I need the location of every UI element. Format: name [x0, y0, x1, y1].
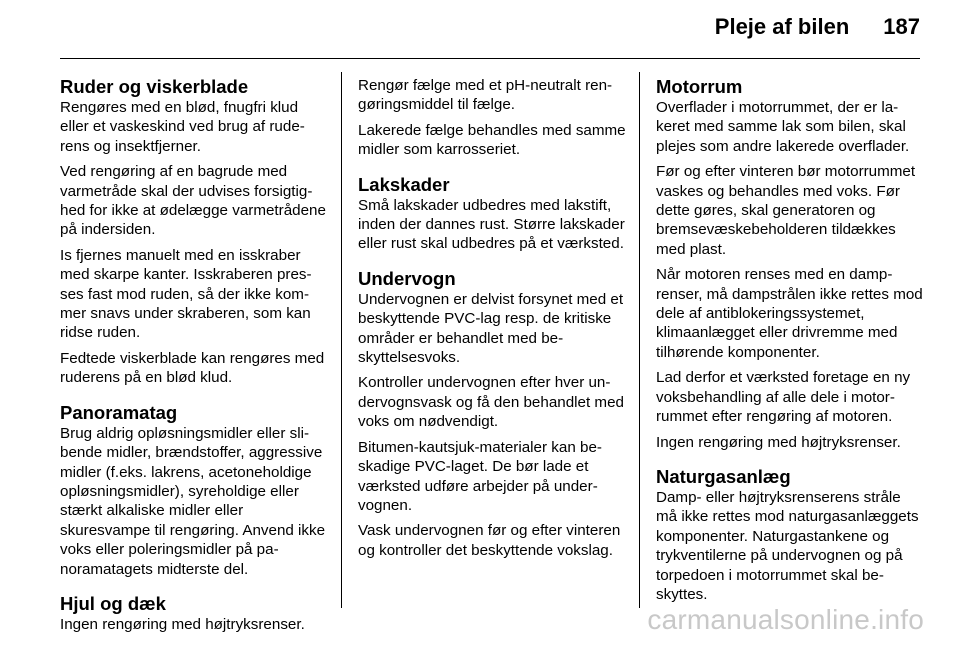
section-ruder: [60, 76, 328, 388]
paragraph: Ved rengøring af en bagrude med varmetråde skal der udvises forsigtighed for ikke at ødelægge varmetrådene på indersiden.: [60, 163, 326, 239]
section-lakskader: [358, 174, 626, 254]
section-hjul: [60, 593, 328, 634]
column-divider: [639, 72, 640, 608]
page-header: [715, 14, 920, 40]
page-title: Pleje af bilen: [714, 14, 850, 39]
column-divider: [341, 72, 342, 608]
section-panoramatag: [60, 402, 328, 579]
section-naturgasanlaeg: [656, 466, 924, 604]
paragraph: Ingen rengøring med højtryksrenser.: [60, 615, 305, 633]
paragraph: Når motoren renses med en damprenser, må dampstrålen ikke rettes mod dele af antiblokeringssystemet, klimaanlægget eller drivremme med tilhørende komponenter.: [656, 266, 923, 361]
section-faelge-continued: [358, 76, 626, 160]
paragraph: Fedtede viskerblade kan rengøres med ruderens på en blød klud.: [60, 349, 325, 387]
section-title: Naturgasanlæg: [656, 465, 791, 487]
section-title: Ruder og viskerblade: [60, 76, 249, 97]
paragraph: Små lakskader udbedres med lakstift, inden der dannes rust. Større lakskader eller rust skal udbedres på et værksted.: [358, 196, 625, 253]
section-title: Lakskader: [358, 173, 450, 195]
paragraph: Kontroller undervognen efter hver undervognsvask og få den behandlet med voks om nødvendigt.: [358, 374, 624, 431]
paragraph: Før og efter vinteren bør motorrummet vaskes og behandles med voks. Før dette gøres, skal generatoren og bremsevæskebeholderen tildækkes med plast.: [656, 163, 916, 258]
paragraph: Ingen rengøring med højtryksrenser.: [656, 433, 901, 451]
paragraph: Rengør fælge med et pH-neutralt rengøringsmiddel til fælge.: [358, 77, 613, 114]
paragraph: Lakerede fælge behandles med samme midler som karrosseriet.: [358, 121, 626, 159]
section-motorrum: [656, 76, 924, 452]
paragraph: Brug aldrig opløsningsmidler eller slibende midler, brændstoffer, aggressive midler (f.eks. lakrens, acetoneholdige opløsningsmidler), syreholdige eller stærkt alkaliske midler eller skuresvampe til rengøring. Anvend ikke voks eller poleringsmidler på panoramatagets midterste del.: [60, 424, 326, 578]
section-title: Undervogn: [358, 267, 456, 289]
section-title: Motorrum: [656, 76, 743, 97]
watermark: carmanualsonline.info: [647, 604, 924, 635]
section-title: Panoramatag: [60, 401, 178, 423]
paragraph: Damp- eller højtryksrenserens stråle må ikke rettes mod naturgasanlæggets komponenter. Naturgastankene og trykventilerne på undervognen og på torpedoen i motorrummet skal beskyttes.: [656, 488, 919, 603]
paragraph: Undervognen er delvist forsynet med et beskyttende PVC-lag resp. de kritiske områder er behandlet med beskyttelsesvoks.: [358, 290, 624, 367]
paragraph: Bitumen-kautsjuk-materialer kan beskadige PVC-laget. De bør lade et værksted udføre arbejder på undervognen.: [358, 438, 602, 514]
paragraph: Lad derfor et værksted foretage en ny voksbehandling af alle dele i motorrummet efter rengøring af motoren.: [656, 369, 911, 426]
header-rule: [60, 58, 920, 59]
column-1: [60, 76, 328, 648]
paragraph: Overflader i motorrummet, der er lakeret med samme lak som bilen, skal plejes som andre lakerede overflader.: [656, 99, 910, 155]
paragraph: Rengøres med en blød, fnugfri klud eller et vaskeskind ved brug af ruderens og insektfjerner.: [60, 99, 305, 155]
column-2: [358, 76, 626, 574]
paragraph: Vask undervognen før og efter vinteren og kontroller det beskyttende vokslag.: [358, 522, 621, 559]
paragraph: Is fjernes manuelt med en isskraber med skarpe kanter. Isskraberen presses fast mod ruden, så der ikke kommer snavs under skraberen, som kan ridse ruden.: [60, 246, 312, 342]
section-undervogn: [358, 268, 626, 560]
column-3: [656, 76, 924, 618]
page-number: 187: [883, 14, 920, 39]
section-title: Hjul og dæk: [60, 592, 166, 614]
